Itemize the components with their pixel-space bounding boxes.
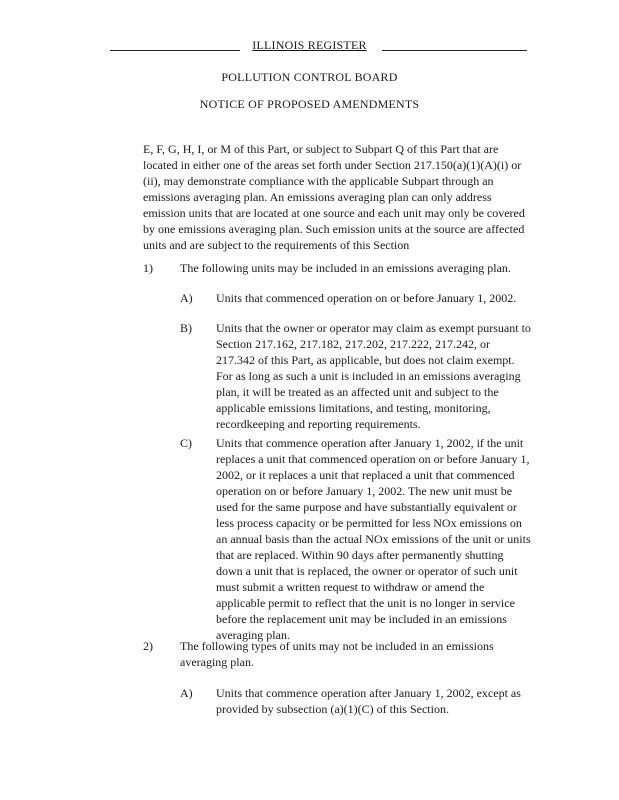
text-line: averaging plan.: [180, 655, 254, 669]
item-1-number: 1): [143, 261, 153, 275]
text-line: Units that the owner or operator may claim as exempt pursuant to: [216, 321, 531, 335]
item-2a-letter: A): [180, 686, 193, 700]
item-2-text: [180, 638, 494, 670]
text-line: Section 217.162, 217.182, 217.202, 217.222, 217.242, or: [216, 337, 490, 351]
text-line: applicable permit to reflect that the unit is no longer in service: [216, 596, 515, 610]
item-1-text: [180, 260, 511, 276]
item-1c-letter: C): [180, 436, 192, 450]
text-line: replaces a unit that commenced operation on or before January 1,: [216, 452, 530, 466]
text-line: applicable emissions limitations, and testing, monitoring,: [216, 401, 491, 415]
text-line: Units that commence operation after January 1, 2002, except as: [216, 686, 521, 700]
item-1b-letter: B): [180, 321, 192, 335]
text-line: units and are subject to the requirements of this Section: [143, 238, 410, 252]
item-1a-text: [216, 290, 516, 306]
text-line: Units that commenced operation on or before January 1, 2002.: [216, 291, 517, 305]
text-line: (ii), may demonstrate compliance with the applicable Subpart through an: [143, 174, 494, 188]
item-1c-text: [216, 435, 531, 643]
text-line: The following units may be included in an emissions averaging plan.: [180, 261, 511, 275]
text-line: emissions averaging plan. An emissions averaging plan can only address: [143, 190, 492, 204]
text-line: For as long as such a unit is included in an emissions averaging: [216, 369, 521, 383]
item-1a-letter: A): [180, 291, 193, 305]
text-line: down a unit that is replaced, the owner or operator of such unit: [216, 564, 518, 578]
item-2a-text: [216, 685, 521, 717]
item-2-number: 2): [143, 639, 153, 653]
text-line: Units that commence operation after January 1, 2002, if the unit: [216, 436, 524, 450]
text-line: emission units that are located at one source and each unit may only be covered: [143, 206, 525, 220]
text-line: E, F, G, H, I, or M of this Part, or subject to Subpart Q of this Part that are: [143, 142, 499, 156]
text-line: 217.342 of this Part, as applicable, but does not claim exempt.: [216, 353, 515, 367]
text-line: recordkeeping and reporting requirements.: [216, 417, 421, 431]
text-line: must submit a written request to withdraw or amend the: [216, 580, 485, 594]
text-line: before the replacement unit may be included in an emissions: [216, 612, 507, 626]
text-line: The following types of units may not be included in an emissions: [180, 639, 494, 653]
text-line: 2002, or it replaces a unit that replaced a unit that commenced: [216, 468, 515, 482]
intro-paragraph: [143, 141, 525, 253]
text-line: averaging plan.: [216, 628, 290, 642]
text-line: by one emissions averaging plan. Such emission units at the source are affected: [143, 222, 525, 236]
text-line: provided by subsection (a)(1)(C) of this Section.: [216, 702, 449, 716]
text-line: operation on or before January 1, 2002. The new unit must be: [216, 484, 513, 498]
board-title: POLLUTION CONTROL BOARD: [221, 70, 398, 84]
text-line: an annual basis than the actual NOx emissions of the unit or units: [216, 532, 531, 546]
text-line: less process capacity or be permitted for less NOx emissions on: [216, 516, 522, 530]
notice-title: NOTICE OF PROPOSED AMENDMENTS: [199, 97, 420, 111]
text-line: plan, it will be treated as an affected unit and subject to the: [216, 385, 499, 399]
register-title: ILLINOIS REGISTER: [252, 38, 367, 52]
text-line: that are replaced. Within 90 days after permanently shutting: [216, 548, 504, 562]
text-line: used for the same purpose and have substantially equivalent or: [216, 500, 517, 514]
item-1b-text: [216, 320, 531, 432]
text-line: located in either one of the areas set forth under Section 217.150(a)(1)(A)(i) or: [143, 158, 522, 172]
